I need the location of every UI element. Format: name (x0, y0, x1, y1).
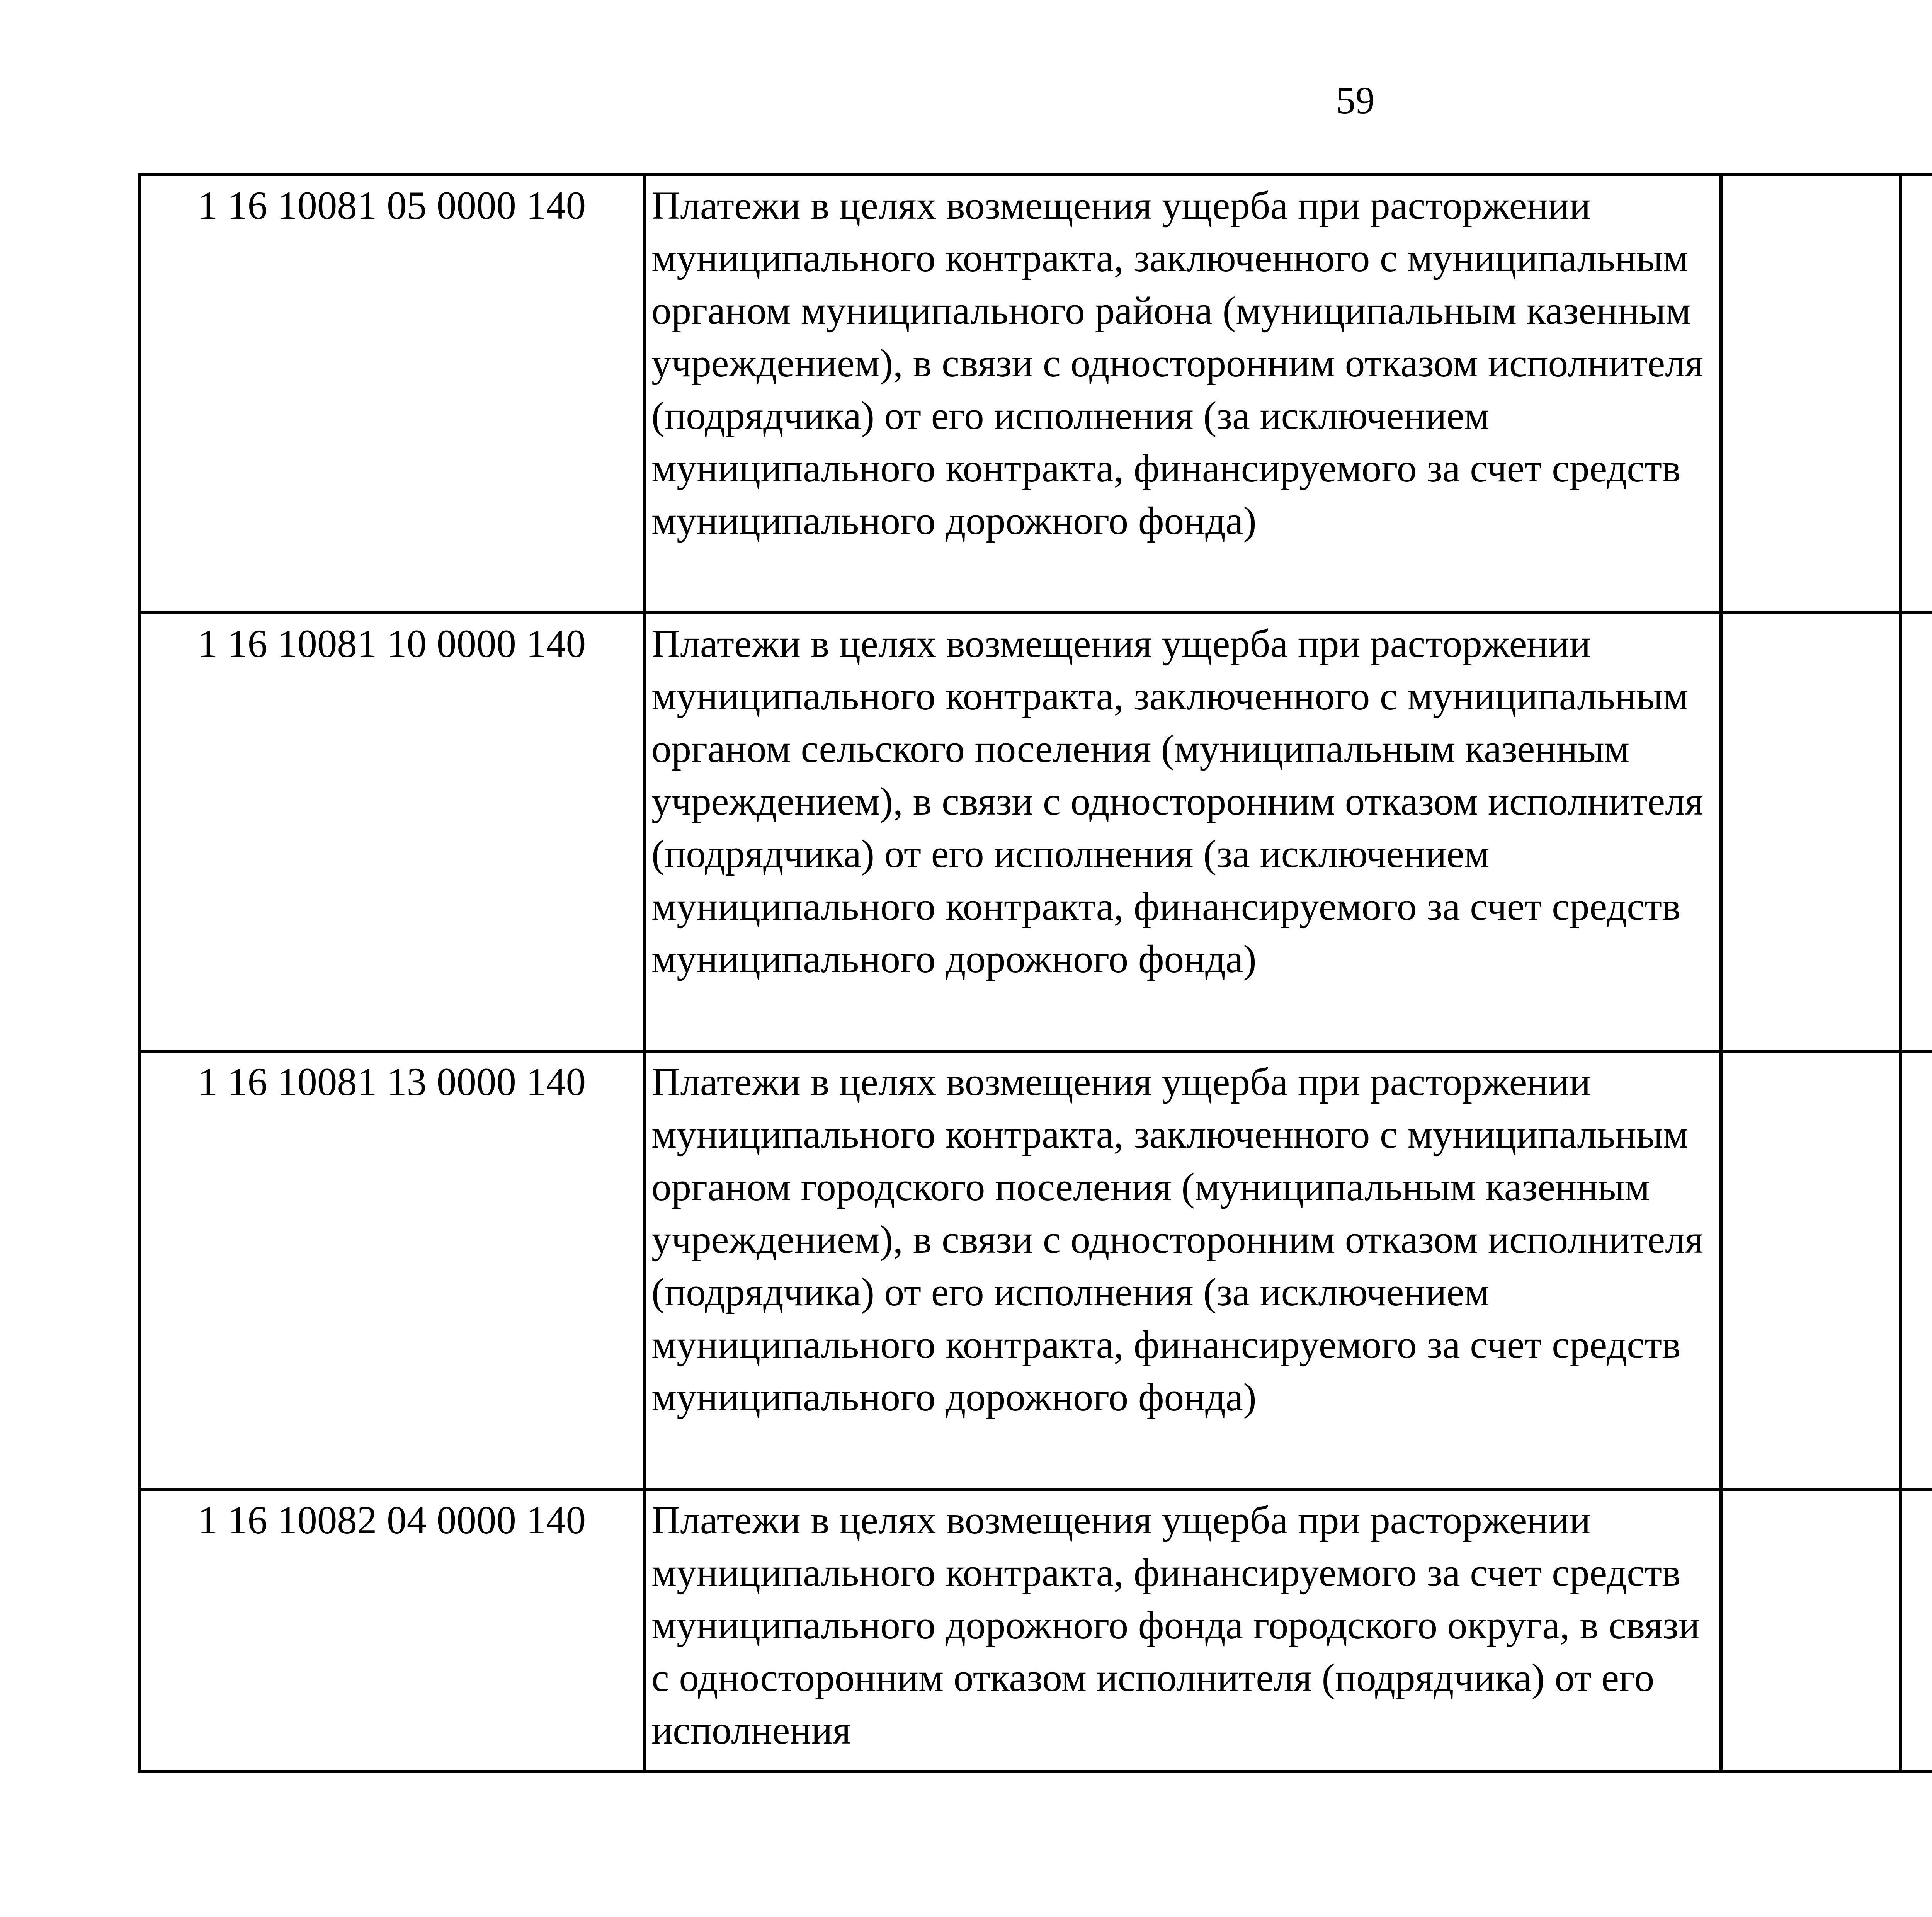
revenue-code-cell: 1 16 10082 04 0000 140 (139, 1489, 645, 1771)
revenue-code-cell: 1 16 10081 13 0000 140 (139, 1051, 645, 1489)
value-cell (1900, 1051, 1932, 1489)
value-cell (1900, 613, 1932, 1051)
table-row (139, 1051, 1932, 1489)
revenue-distribution-table (138, 173, 1932, 1773)
page-number: 59 (1336, 79, 1375, 122)
revenue-name-cell: Платежи в целях возмещения ущерба при расторжении муниципального контракта, заключенного с муниципальным органом муниципального района (муниципальным казенным учреждением), в связи с односторонним отказом исполнителя (подрядчика) от его исполнения (за исключением муниципального контракта, финансируемого за счет средств муниципального дорожного фонда) (645, 175, 1721, 613)
value-cell (1900, 1489, 1932, 1771)
revenue-code-cell: 1 16 10081 05 0000 140 (139, 175, 645, 613)
value-cell (1900, 175, 1932, 613)
table-row (139, 613, 1932, 1051)
revenue-name-cell: Платежи в целях возмещения ущерба при расторжении муниципального контракта, заключенного с муниципальным органом сельского поселения (муниципальным казенным учреждением), в связи с односторонним отказом исполнителя (подрядчика) от его исполнения (за исключением муниципального контракта, финансируемого за счет средств муниципального дорожного фонда) (645, 613, 1721, 1051)
revenue-name-cell: Платежи в целях возмещения ущерба при расторжении муниципального контракта, заключенного с муниципальным органом городского поселения (муниципальным казенным учреждением), в связи с односторонним отказом исполнителя (подрядчика) от его исполнения (за исключением муниципального контракта, финансируемого за счет средств муниципального дорожного фонда) (645, 1051, 1721, 1489)
revenue-code-cell: 1 16 10081 10 0000 140 (139, 613, 645, 1051)
value-cell (1721, 175, 1900, 613)
table-row (139, 175, 1932, 613)
value-cell (1721, 1489, 1900, 1771)
value-cell (1721, 613, 1900, 1051)
revenue-name-cell: Платежи в целях возмещения ущерба при расторжении муниципального контракта, финансируемого за счет средств муниципального дорожного фонда городского округа, в связи с односторонним отказом исполнителя (подрядчика) от его исполнения (645, 1489, 1721, 1771)
table-row (139, 1489, 1932, 1771)
value-cell (1721, 1051, 1900, 1489)
